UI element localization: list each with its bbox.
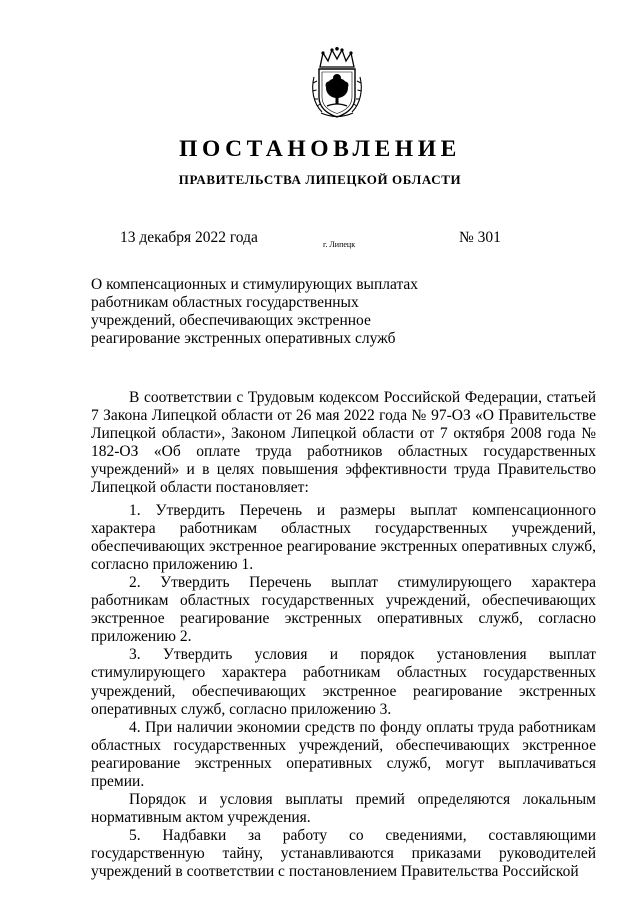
document-city: г. Липецк (323, 240, 356, 249)
document-body (91, 389, 596, 882)
body-paragraph: 3. Утвердить условия и порядок установления выплат стимулирующего характера работникам областных государственных учреждений, обеспечивающих экстренное реагирование экстренных оперативных служб, согласно приложению 3. (91, 646, 596, 718)
issuing-authority: ПРАВИТЕЛЬСТВА ЛИПЕЦКОЙ ОБЛАСТИ (178, 172, 462, 187)
document-heading-line: работникам областных государственных (91, 294, 359, 311)
document-number: № 301 (459, 229, 501, 246)
preamble-paragraph: В соответствии с Трудовым кодексом Российской Федерации, статьей 7 Закона Липецкой области от 26 мая 2022 года № 97-ОЗ «О Правительстве Липецкой области», Законом Липецкой области от 7 октября 2008 года № 182-ОЗ «Об оплате труда работников областных государственных учреждений» и в целях повышения эффективности труда Правительство Липецкой области постановляет: (91, 389, 596, 497)
body-paragraph: Порядок и условия выплаты премий определяются локальным нормативным актом учреждения. (91, 791, 596, 827)
body-paragraph: 4. При наличии экономии средств по фонду оплаты труда работникам областных государственных учреждений, обеспечивающих экстренное реагирование экстренных оперативных служб, могут выплачиваться премии. (91, 718, 596, 790)
document-heading (91, 276, 451, 348)
lipetsk-oblast-coat-of-arms-icon (311, 47, 363, 120)
body-paragraph: 1. Утвердить Перечень и размеры выплат компенсационного характера работникам областных государственных учреждений, обеспечивающих экстренное реагирование экстренных оперативных служб, согласно приложению 1. (91, 501, 596, 573)
document-heading-line: учреждений, обеспечивающих экстренное (91, 312, 371, 329)
document-date: 13 декабря 2022 года (120, 229, 258, 246)
body-paragraph: 2. Утвердить Перечень выплат стимулирующего характера работникам областных государственных учреждений, обеспечивающих экстренное реагирование экстренных оперативных служб, согласно приложению 2. (91, 573, 596, 646)
document-type-title: ПОСТАНОВЛЕНИЕ (179, 136, 461, 162)
body-paragraph: 5. Надбавки за работу со сведениями, составляющими государственную тайну, устанавливаются приказами руководителей учреждений в соответствии с постановлением Правительства Российской (91, 827, 596, 881)
document-heading-line: О компенсационных и стимулирующих выплатах (91, 276, 419, 293)
document-heading-line: реагирование экстренных оперативных служб (91, 330, 396, 347)
